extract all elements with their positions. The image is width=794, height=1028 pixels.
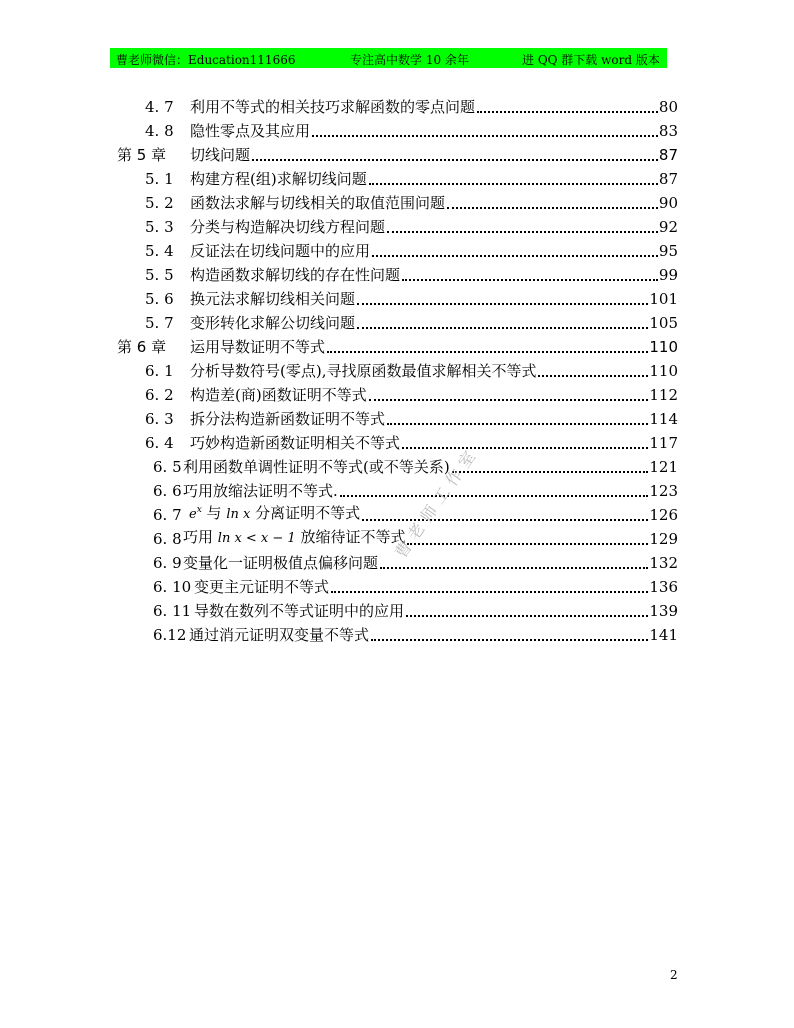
toc-entry[interactable]: 6. 10 变更主元证明不等式 136 xyxy=(153,578,678,596)
toc-entry[interactable]: 6. 7 $e^x$ 与 ln x 分离证明不等式 126 xyxy=(153,504,678,524)
toc-entry[interactable]: 6. 4 巧妙构造新函数证明相关不等式 117 xyxy=(145,434,678,452)
toc-entry[interactable]: 6. 3 拆分法构造新函数证明不等式 114 xyxy=(145,410,678,428)
toc-entry[interactable]: 5. 2 函数法求解与切线相关的取值范围问题 90 xyxy=(145,194,678,212)
toc-chapter[interactable]: 第 6 章 运用导数证明不等式 110 xyxy=(117,338,678,356)
header-right: 进 QQ 群下载 word 版本 xyxy=(522,53,660,67)
toc-entry[interactable]: 6. 2 构造差(商)函数证明不等式 112 xyxy=(145,386,678,404)
toc-entry[interactable]: 6. 8 巧用 ln x < x − 1 放缩待证不等式 129 xyxy=(153,528,678,548)
toc-entry[interactable]: 4. 7 利用不等式的相关技巧求解函数的零点问题 80 xyxy=(145,98,678,116)
toc-entry[interactable]: 5. 5 构造函数求解切线的存在性问题 99 xyxy=(145,266,678,284)
toc-entry[interactable]: 5. 4 反证法在切线问题中的应用 95 xyxy=(145,242,678,260)
watermark-text: 曹老师工作室 xyxy=(391,442,483,562)
toc-entry[interactable]: 6. 5 利用函数单调性证明不等式(或不等关系) 121 xyxy=(153,458,678,476)
toc-entry[interactable]: 5. 7 变形转化求解公切线问题 105 xyxy=(145,314,678,332)
toc-entry[interactable]: 4. 8 隐性零点及其应用 83 xyxy=(145,122,678,140)
toc-entry[interactable]: 6. 11 导数在数列不等式证明中的应用 139 xyxy=(153,602,678,620)
page-number: 2 xyxy=(670,968,678,982)
toc-entry[interactable]: 5. 3 分类与构造解决切线方程问题 92 xyxy=(145,218,678,236)
toc-entry[interactable]: 5. 1 构建方程(组)求解切线问题 87 xyxy=(145,170,678,188)
toc-entry[interactable]: 6. 9 变量化一证明极值点偏移问题 132 xyxy=(153,554,678,572)
header-left: 曹老师微信：Education111666 xyxy=(116,53,296,67)
header-banner xyxy=(110,48,667,68)
header-middle: 专注高中数学 10 余年 xyxy=(350,53,469,67)
toc-entry[interactable]: 6. 6 巧用放缩法证明不等式. 123 xyxy=(153,482,678,500)
toc-entry[interactable]: 6.12 通过消元证明双变量不等式 141 xyxy=(153,626,678,644)
toc-chapter[interactable]: 第 5 章 切线问题 87 xyxy=(117,146,678,164)
toc-entry[interactable]: 5. 6 换元法求解切线相关问题 101 xyxy=(145,290,678,308)
toc-entry[interactable]: 6. 1 分析导数符号(零点),寻找原函数最值求解相关不等式 110 xyxy=(145,362,678,380)
